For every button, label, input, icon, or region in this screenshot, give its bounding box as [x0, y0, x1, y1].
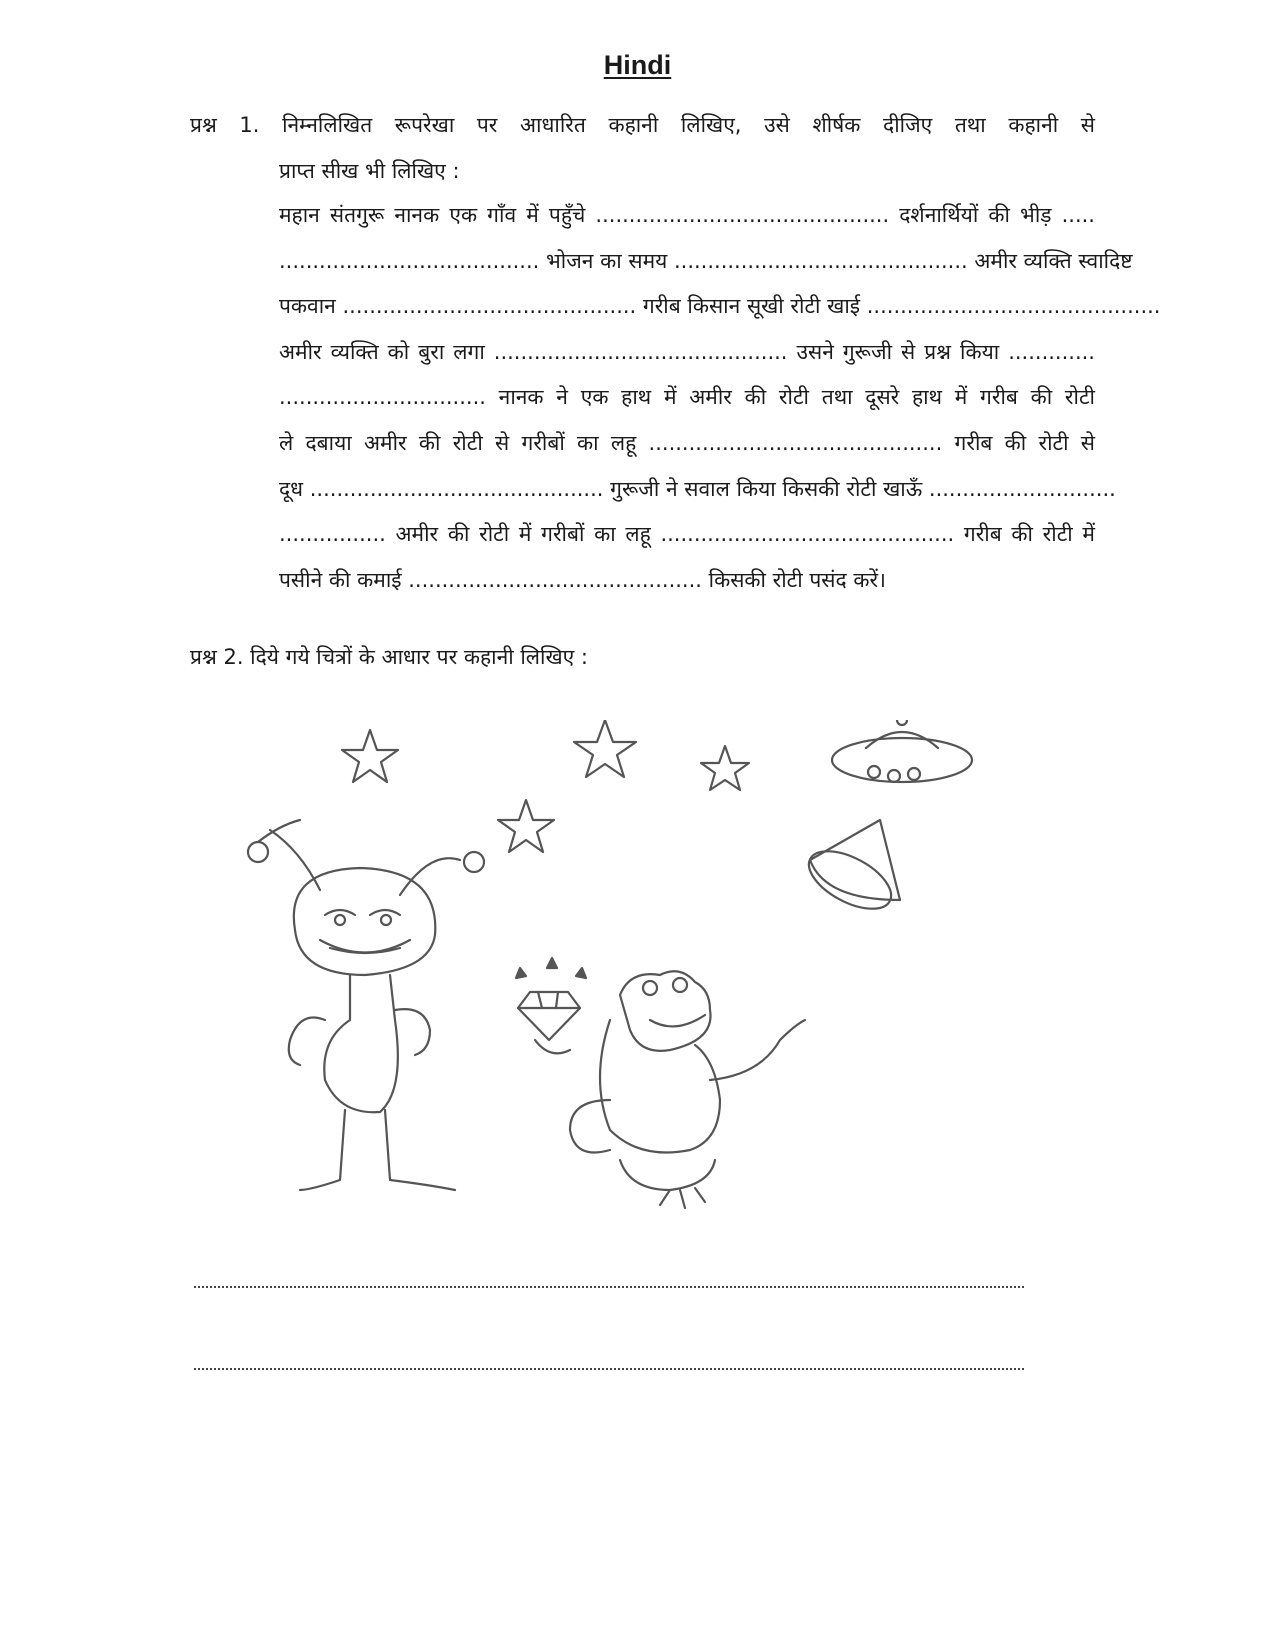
question-1-prompt: प्रश्न 1. निम्नलिखित रूपरेखा पर आधारित कहानी लिखिए, उसे शीर्षक दीजिए तथा कहानी से — [190, 113, 1095, 137]
story-illustration — [190, 720, 1040, 1240]
star-icon — [342, 730, 398, 782]
outline-line: ................ अमीर की रोटी में गरीबों का लहू ............................................ गरीब की रोटी में — [279, 522, 1095, 547]
outline-line: ले दबाया अमीर की रोटी से गरीबों का लहू ............................................ गरीब की रोटी से — [279, 430, 1095, 455]
outline-line: पकवान ............................................ गरीब किसान सूखी रोटी खाई ............................................ — [279, 294, 1161, 319]
outline-line: ....................................... भोजन का समय ............................................ अमीर व्यक्ति स्वादिष्ट — [279, 248, 1133, 273]
question-1-prompt-continued: प्राप्त सीख भी लिखिए : — [279, 159, 460, 183]
outline-line: महान संतगुरू नानक एक गाँव में पहुँचे ............................................ दर्शनार्थियों की भीड़ ..... — [279, 203, 1095, 227]
alien-icon — [248, 820, 484, 1190]
answer-line[interactable] — [194, 1368, 1024, 1370]
frog-icon — [516, 958, 805, 1208]
star-icon — [701, 746, 749, 790]
star-icon — [498, 800, 554, 852]
ufo-icon — [800, 720, 972, 921]
outline-line: पसीने की कमाई ............................................ किसकी रोटी पसंद करें। — [279, 567, 886, 592]
outline-line: ............................... नानक ने एक हाथ में अमीर की रोटी तथा दूसरे हाथ में गरीब की रोटी — [279, 385, 1095, 410]
question-1-outline — [279, 193, 1161, 603]
outline-line: दूध ............................................ गुरूजी ने सवाल किया किसकी रोटी खाऊँ ............................ — [279, 476, 1116, 501]
outline-line: अमीर व्यक्ति को बुरा लगा ............................................ उसने गुरूजी से प्रश्न किया ............. — [279, 339, 1095, 364]
star-icon — [574, 720, 636, 777]
page-title: Hindi — [603, 50, 672, 80]
question-2-prompt: प्रश्न 2. दिये गये चित्रों के आधार पर कहानी लिखिए : — [190, 645, 589, 669]
answer-line[interactable] — [194, 1286, 1024, 1288]
